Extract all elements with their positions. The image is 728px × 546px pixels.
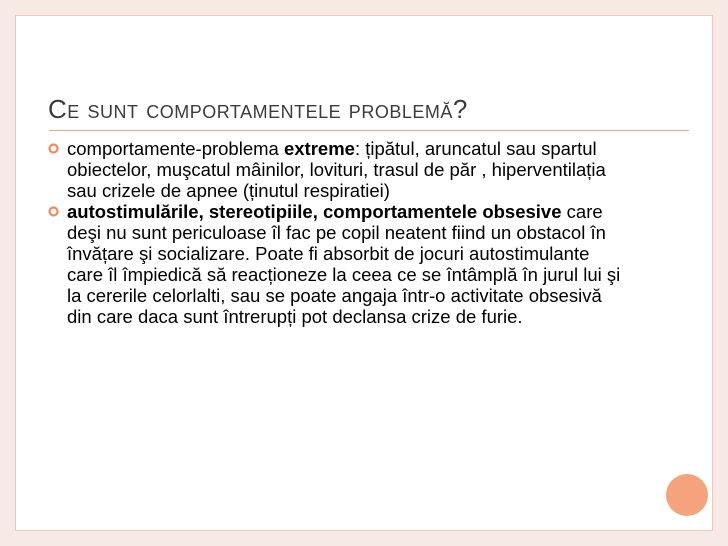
decorative-orange-circle bbox=[666, 474, 708, 516]
bullet-text-post: : țipătul, aruncatul sau spartul obiectelor, muşcatul mâinilor, lovituri, trasul de păr , hiperventilația sau crizele de apnee (ținutul respiratiei) bbox=[67, 138, 606, 201]
slide-title: Ce sunt comportamentele problemă? bbox=[48, 94, 468, 124]
bullet-item-autostimulari bbox=[49, 201, 629, 327]
bullet-text-pre: comportamente-problema bbox=[67, 138, 284, 159]
bullet-text-post: care deşi nu sunt periculoase îl fac pe copil neatent fiind un obstacol în învățare şi socializare. Poate fi absorbit de jocuri autostimulante care îl împiedică să reacționeze la ceea ce se întâmplă în jurul lui şi la cererile celorlalti, sau se poate angaja într-o activitate obsesivă din care daca sunt întrerupți pot declansa crize de furie. bbox=[67, 201, 621, 327]
slide bbox=[15, 15, 713, 531]
bullet-list bbox=[49, 138, 629, 327]
bullet-item-extreme bbox=[49, 138, 629, 201]
hollow-circle-bullet-icon bbox=[48, 143, 59, 154]
title-divider bbox=[49, 130, 689, 131]
hollow-circle-bullet-icon bbox=[48, 206, 59, 217]
bullet-text-bold: extreme bbox=[283, 138, 355, 159]
bullet-text-bold: autostimulările, stereotipiile, comportamentele obsesive bbox=[67, 201, 562, 222]
